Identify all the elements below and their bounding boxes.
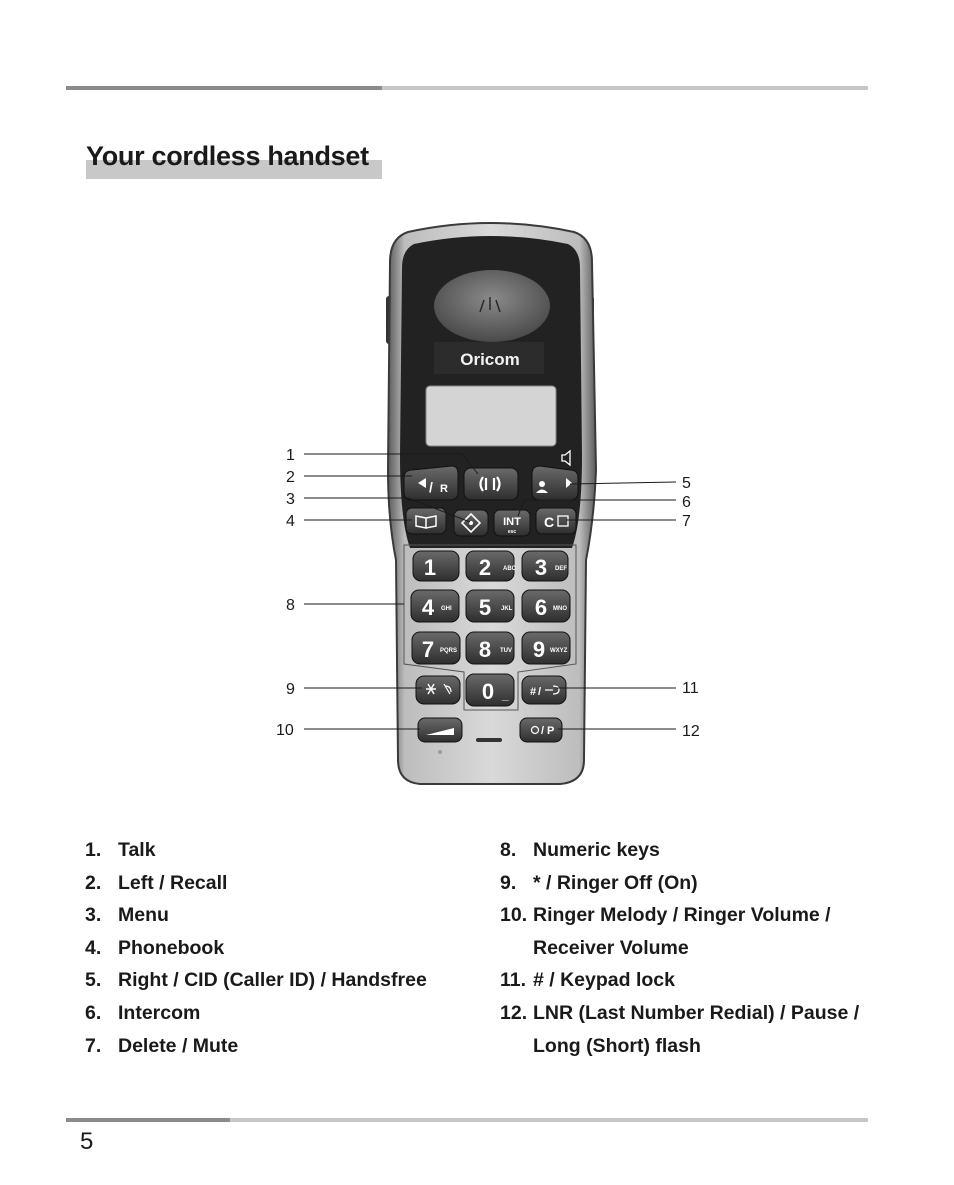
legend-right-column xyxy=(500,834,870,1062)
svg-text:2: 2 xyxy=(478,555,492,580)
svg-text:#: # xyxy=(530,686,537,698)
svg-text:PQRS: PQRS xyxy=(440,648,458,654)
key-5[interactable] xyxy=(466,590,514,622)
callout-1: 1 xyxy=(286,447,295,464)
legend-item: 9. * / Ringer Off (On) xyxy=(500,871,698,894)
callout-9: 9 xyxy=(286,681,295,698)
svg-text:JKL: JKL xyxy=(501,606,513,612)
caller-id-icon xyxy=(539,481,545,487)
svg-text:5: 5 xyxy=(478,595,492,620)
talk-key[interactable] xyxy=(464,468,518,500)
svg-text:WXYZ: WXYZ xyxy=(550,648,568,654)
legend-item: 5. Right / CID (Caller ID) / Handsfree xyxy=(85,969,427,992)
hash-keypad-lock-key[interactable] xyxy=(522,676,566,704)
svg-text:9: 9 xyxy=(532,637,546,662)
svg-text:DEF: DEF xyxy=(555,566,567,572)
left-recall-key[interactable] xyxy=(404,466,458,500)
esc-label: esc xyxy=(507,529,517,535)
recall-label: R xyxy=(440,483,448,495)
earpiece xyxy=(434,270,550,342)
svg-text:3: 3 xyxy=(534,555,548,580)
svg-text:_: _ xyxy=(502,688,509,702)
page-title: Your cordless handset xyxy=(86,141,369,171)
svg-text:1: 1 xyxy=(423,555,437,580)
legend-item: 8. Numeric keys xyxy=(500,839,660,861)
legend-item: 11. # / Keypad lock xyxy=(500,969,675,992)
callout-2: 2 xyxy=(286,469,295,486)
ringer-volume-key[interactable] xyxy=(418,718,462,742)
legend-item: 2. Left / Recall xyxy=(85,871,228,894)
delete-mute-key[interactable] xyxy=(536,508,576,534)
star-ringer-key[interactable] xyxy=(416,676,460,704)
right-cid-handsfree-key[interactable] xyxy=(532,466,578,500)
callout-5: 5 xyxy=(682,475,691,492)
microphone-slot xyxy=(476,738,502,742)
menu-key[interactable] xyxy=(454,510,488,536)
lcd-display xyxy=(426,386,556,446)
callout-7: 7 xyxy=(682,513,691,530)
charge-indicator xyxy=(438,750,442,754)
legend-item: 10. Ringer Melody / Ringer Volume / Receiver Volume xyxy=(500,904,831,959)
callout-10: 10 xyxy=(276,722,294,739)
svg-text:TUV: TUV xyxy=(500,648,512,654)
key-2[interactable] xyxy=(466,551,517,581)
legend-item: 12. LNR (Last Number Redial) / Pause / Long (Short) flash xyxy=(500,1001,860,1057)
legend-item: 7. Delete / Mute xyxy=(85,1034,239,1057)
intercom-key[interactable] xyxy=(494,510,530,536)
callout-8: 8 xyxy=(286,597,295,614)
key-3[interactable] xyxy=(522,551,568,581)
legend-item: 1. Talk xyxy=(85,839,156,861)
legend-item: 4. Phonebook xyxy=(85,936,225,959)
svg-text:7: 7 xyxy=(421,637,435,662)
key-8[interactable] xyxy=(466,632,514,664)
key-7[interactable] xyxy=(412,632,460,664)
legend-left-column xyxy=(85,834,485,1062)
callout-4: 4 xyxy=(286,513,295,530)
callout-12: 12 xyxy=(682,723,700,740)
svg-text:0: 0 xyxy=(481,679,495,704)
key-0[interactable] xyxy=(466,674,514,706)
bottom-rule-light xyxy=(230,1118,868,1122)
svg-text:GHI: GHI xyxy=(441,606,452,612)
callout-6: 6 xyxy=(682,494,691,511)
slash-glyph: / xyxy=(429,479,433,495)
delete-label: C xyxy=(543,514,555,530)
svg-text:MNO: MNO xyxy=(553,606,567,612)
bottom-rule-dark xyxy=(66,1118,230,1122)
key-6[interactable] xyxy=(522,590,570,622)
legend-item: 6. Intercom xyxy=(85,1001,201,1024)
svg-text:8: 8 xyxy=(478,637,492,662)
key-4[interactable] xyxy=(411,590,459,622)
svg-text:P: P xyxy=(547,725,555,737)
svg-text:4: 4 xyxy=(421,595,435,620)
svg-text:ABC: ABC xyxy=(503,566,516,572)
svg-text:6: 6 xyxy=(534,595,548,620)
phonebook-key[interactable] xyxy=(406,508,446,534)
brand-logo: Oricom xyxy=(460,350,520,369)
key-1[interactable] xyxy=(413,551,459,581)
intercom-label: INT xyxy=(503,516,521,528)
page-number: 5 xyxy=(80,1128,94,1155)
slash-glyph: / xyxy=(538,686,542,698)
callout-3: 3 xyxy=(286,491,295,508)
key-9[interactable] xyxy=(522,632,570,664)
legend-item: 3. Menu xyxy=(85,904,169,927)
slash-glyph: / xyxy=(541,725,545,737)
lnr-pause-key[interactable] xyxy=(520,718,562,742)
callout-11: 11 xyxy=(682,680,699,697)
